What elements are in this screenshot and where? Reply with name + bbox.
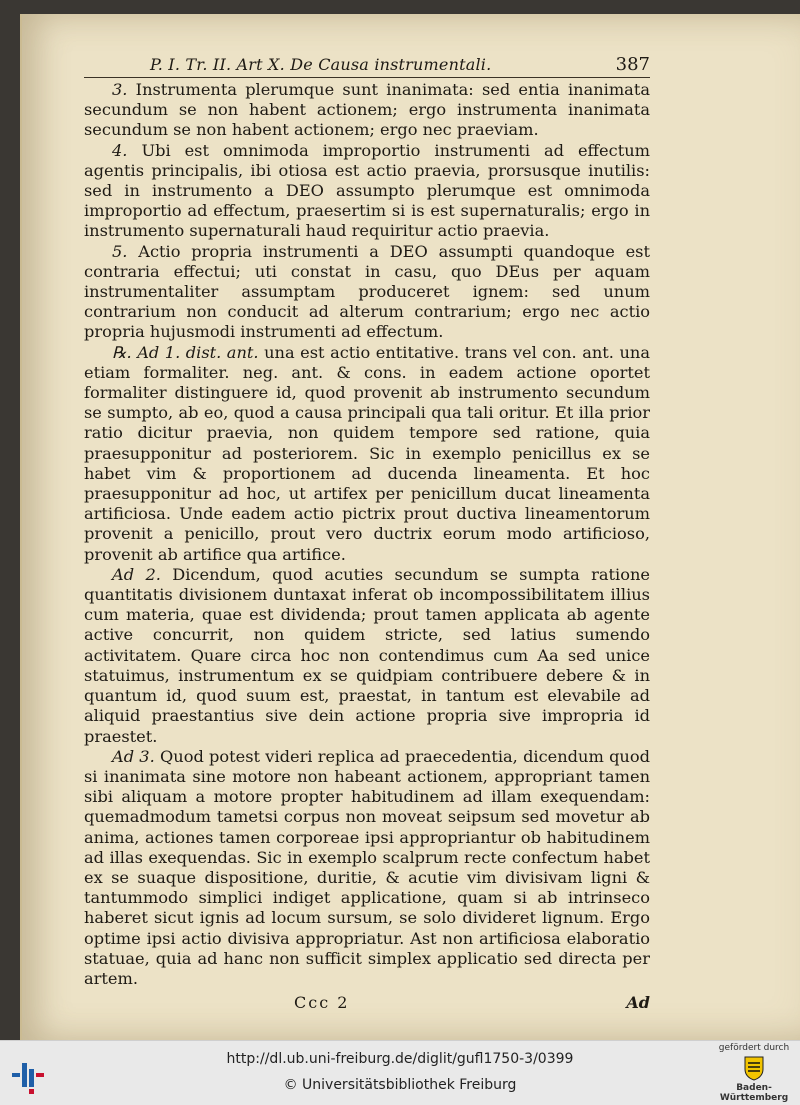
signature-line [84, 993, 650, 1012]
catchword: Ad [626, 993, 650, 1013]
paragraph-label: ℞. Ad 1. dist. ant. [112, 342, 259, 362]
paragraph-label: 5. [112, 241, 128, 261]
copyright-notice: © Universitätsbibliothek Freiburg [283, 1077, 517, 1093]
page-number: 387 [615, 54, 650, 75]
coat-of-arms-icon [743, 1055, 765, 1081]
paragraph-text: Dicendum, quod acuties secundum se sumpta ratione quantitatis divisionem duntaxat inferat ob incompossibilitatem illius cum materia, quae est dividenda; prout tamen applicata ab agente active concurrit, non quidem stricte, sed latius sumendo activitatem. Quare circa hoc non contendimus cum Aa sed unice statuimus, instrumentum ex se quidpiam contribuere debere & in quantum id, quod suum est, praestat, in tantum est elevabile ad aliquid praestantius sive dein actione propria sive impropria id praestet. [84, 564, 650, 746]
permalink-url[interactable]: http://dl.ub.uni-freiburg.de/diglit/gufl1750-3/0399 [226, 1051, 574, 1067]
paragraph-text: Quod potest videri replica ad praecedentia, dicendum quod si inanimata sine motore non habeant actionem, appropriant tamen sibi aliquam a motore propter habitudinem ad illam exequendam: quemadmodum tametsi corpus non moveat seipsum sed movetur ab anima, actiones tamen corporeae ipsi appropriantur ob habitudinem ad illas exequendas. Sic in exemplo scalprum recte confectum habet ex se suaque dispositione, duritie, & acutie vim divisivam ligni & tantummodo simplici indiget applicatione, quam si ab intrinseco haberet sicut ignis ad locum sursum, se solo divideret lignum. Ergo optime ipsi actio divisiva appropriatur. Ast non artificiosa elaboratio statuae, quia ad hanc non sufficit simplex applicatio sed directa per artem. [84, 746, 650, 988]
paragraph-text: Actio propria instrumenti a DEO assumpti quandoque est contraria effectui; uti constat in casu, quo DEus per aquam instrumentaliter assumptam produceret ignem: sed unum contrarium non conducit ad alterum contrarium; ergo nec actio propria hujusmodi instrumenti ad effectum. [84, 241, 650, 342]
paragraph-label: Ad 3. [112, 746, 155, 766]
paragraph [84, 343, 650, 565]
paragraph-text: una est actio entitative. trans vel con. ant. una etiam formaliter. neg. ant. & cons. in eadem actione oportet formaliter distinguere id, quod provenit ab instrumento secundum se sumpto, ab eo, quod a causa principali qua tali oritur. Et illa prior ratio dicitur praevia, non quidem tempore sed ratione, quia praesupponitur ad posteriorem. Sic in exemplo penicillus ex se habet vim & proportionem ad ducenda lineamenta. Et hoc praesupponitur ad hoc, ut artifex per penicillum ducat lineamenta artificiosa. Unde eadem actio pictrix prout ductiva lineamentorum provenit a penicillo, prout vero ductrix eorum modo artificioso, provenit ab artifice qua artifice. [84, 342, 650, 564]
paragraph [84, 141, 650, 242]
book-page [20, 14, 800, 1040]
running-head [84, 54, 650, 78]
paragraph [84, 747, 650, 989]
paragraph [84, 565, 650, 747]
sponsor-note: gefördert durch [718, 1043, 790, 1053]
paragraph-label: 3. [112, 80, 128, 99]
paragraph-text: Ubi est omnimoda improportio instrumenti ad effectum agentis principalis, ibi otiosa est actio praevia, prorsusque inutilis: sed in instrumento a DEO assumpto plerumque est omnimoda improportio ad effectum, praesertim si is est supernaturalis; ergo in instrumento supernaturali haud requiritur actio praevia. [84, 140, 650, 241]
sponsor-block [714, 1043, 794, 1103]
paragraph [84, 242, 650, 343]
paragraph-label: Ad 2. [112, 564, 161, 584]
viewer-footer [0, 1040, 800, 1105]
page-content [84, 54, 650, 1012]
body-text [84, 80, 650, 989]
paragraph-label: 4. [112, 140, 128, 160]
paragraph [84, 80, 650, 141]
paragraph-text: Instrumenta plerumque sunt inanimata: sed entia inanimata secundum se non habent actionem; ergo instrumenta inanimata secundum se non habent actionem; ergo nec praeviam. [84, 80, 650, 140]
sponsor-name: Baden-Württemberg [719, 1083, 789, 1103]
signature-mark: Ccc 2 [294, 993, 350, 1013]
running-head-title: P. I. Tr. II. Art X. De Causa instrumentali. [150, 55, 492, 74]
